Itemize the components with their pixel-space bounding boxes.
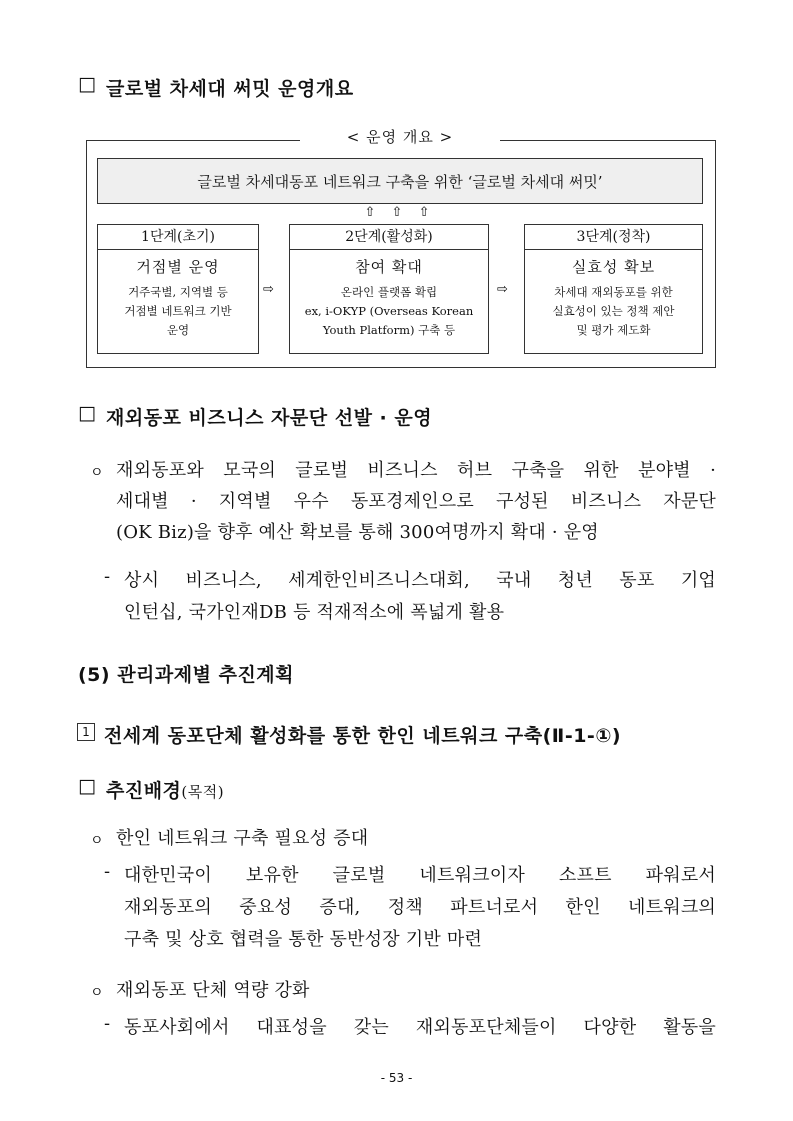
dash-marker: -: [104, 566, 111, 587]
body-line: 대한민국이 보유한 글로벌 네트워크이자 소프트 파워로서: [124, 865, 716, 886]
stage-title: 실효성 확보: [571, 258, 656, 276]
page-number: - 53 -: [380, 1071, 413, 1085]
section-checkbox-icon: □: [78, 73, 96, 95]
stage-box-3: [524, 224, 703, 354]
body-line: 세대별 · 지역별 우수 동포경제인으로 구성된 비즈니스 자문단: [116, 491, 716, 512]
numbered-box-icon: 1: [77, 723, 95, 741]
section-checkbox-icon: □: [78, 402, 96, 424]
goal-box: [97, 158, 703, 204]
stage-desc-line: 차세대 재외동포를 위한: [554, 285, 673, 299]
body-line: 재외동포의 중요성 증대, 정책 파트너로서 한인 네트워크의: [124, 897, 716, 918]
section-title-network: 전세계 동포단체 활성화를 통한 한인 네트워크 구축(Ⅱ-1-①): [104, 725, 622, 747]
stage-desc-line: 온라인 플랫폼 확립: [340, 285, 438, 299]
section-title-plan: (5) 관리과제별 추진계획: [78, 664, 295, 686]
stage-box-1: [97, 224, 259, 354]
stage-desc-line: 거주국별, 지역별 등: [128, 285, 228, 299]
dash-marker: -: [104, 1013, 111, 1034]
body-line: 동포사회에서 대표성을 갖는 재외동포단체들이 다양한 활동을: [124, 1017, 716, 1038]
stage-desc-line: 및 평가 제도화: [576, 323, 651, 337]
section-checkbox-icon: □: [78, 775, 96, 797]
overview-title: < 운영 개요 >: [300, 126, 500, 147]
stage-desc-line: 거점별 네트워크 기반: [124, 304, 232, 318]
right-arrow-icon: ⇨: [263, 282, 274, 297]
body-line: (OK Biz)을 향후 예산 확보를 통해 300여명까지 확대 · 운영: [116, 522, 599, 543]
section-title-biz-advisory: 재외동포 비즈니스 자문단 선발 · 운영: [106, 407, 433, 429]
bullet-o-icon: ㅇ: [90, 833, 104, 849]
body-line: 구축 및 상호 협력을 통한 동반성장 기반 마련: [124, 929, 483, 950]
body-line: 한인 네트워크 구축 필요성 증대: [116, 828, 369, 849]
stage-head: 1단계(초기): [98, 225, 258, 250]
right-arrow-icon: ⇨: [497, 282, 508, 297]
up-arrows-icon: ⇧ ⇧ ⇧: [364, 205, 436, 220]
section-title-summit: 글로벌 차세대 써밋 운영개요: [106, 78, 354, 100]
stage-box-2: [289, 224, 489, 354]
body-line: 상시 비즈니스, 세계한인비즈니스대회, 국내 청년 동포 기업: [124, 570, 716, 591]
stage-desc-line: 운영: [166, 323, 190, 337]
bullet-o-icon: ㅇ: [90, 985, 104, 1001]
stage-title: 거점별 운영: [136, 258, 220, 276]
body-line: 재외동포 단체 역량 강화: [116, 980, 310, 1001]
goal-text: 글로벌 차세대동포 네트워크 구축을 위한 ‘글로벌 차세대 써밋’: [197, 172, 603, 191]
stage-desc-line: 실효성이 있는 정책 제안: [552, 304, 675, 318]
stage-head: 3단계(정착): [525, 225, 702, 250]
background-subtitle: (목적): [181, 783, 225, 801]
dash-marker: -: [104, 861, 111, 882]
section-title-background: [106, 776, 224, 803]
stage-desc-line: Youth Platform) 구축 등: [322, 323, 456, 337]
stage-title: 참여 확대: [355, 258, 423, 276]
stage-head: 2단계(활성화): [290, 225, 488, 250]
bullet-o-icon: ㅇ: [90, 465, 104, 481]
body-line: 인턴십, 국가인재DB 등 적재적소에 폭넓게 활용: [124, 602, 505, 623]
body-line: 재외동포와 모국의 글로벌 비즈니스 허브 구축을 위한 분야별 ·: [116, 460, 716, 481]
background-title-text: 추진배경: [106, 780, 182, 802]
stage-desc-line: ex, i-OKYP (Overseas Korean: [304, 304, 474, 318]
